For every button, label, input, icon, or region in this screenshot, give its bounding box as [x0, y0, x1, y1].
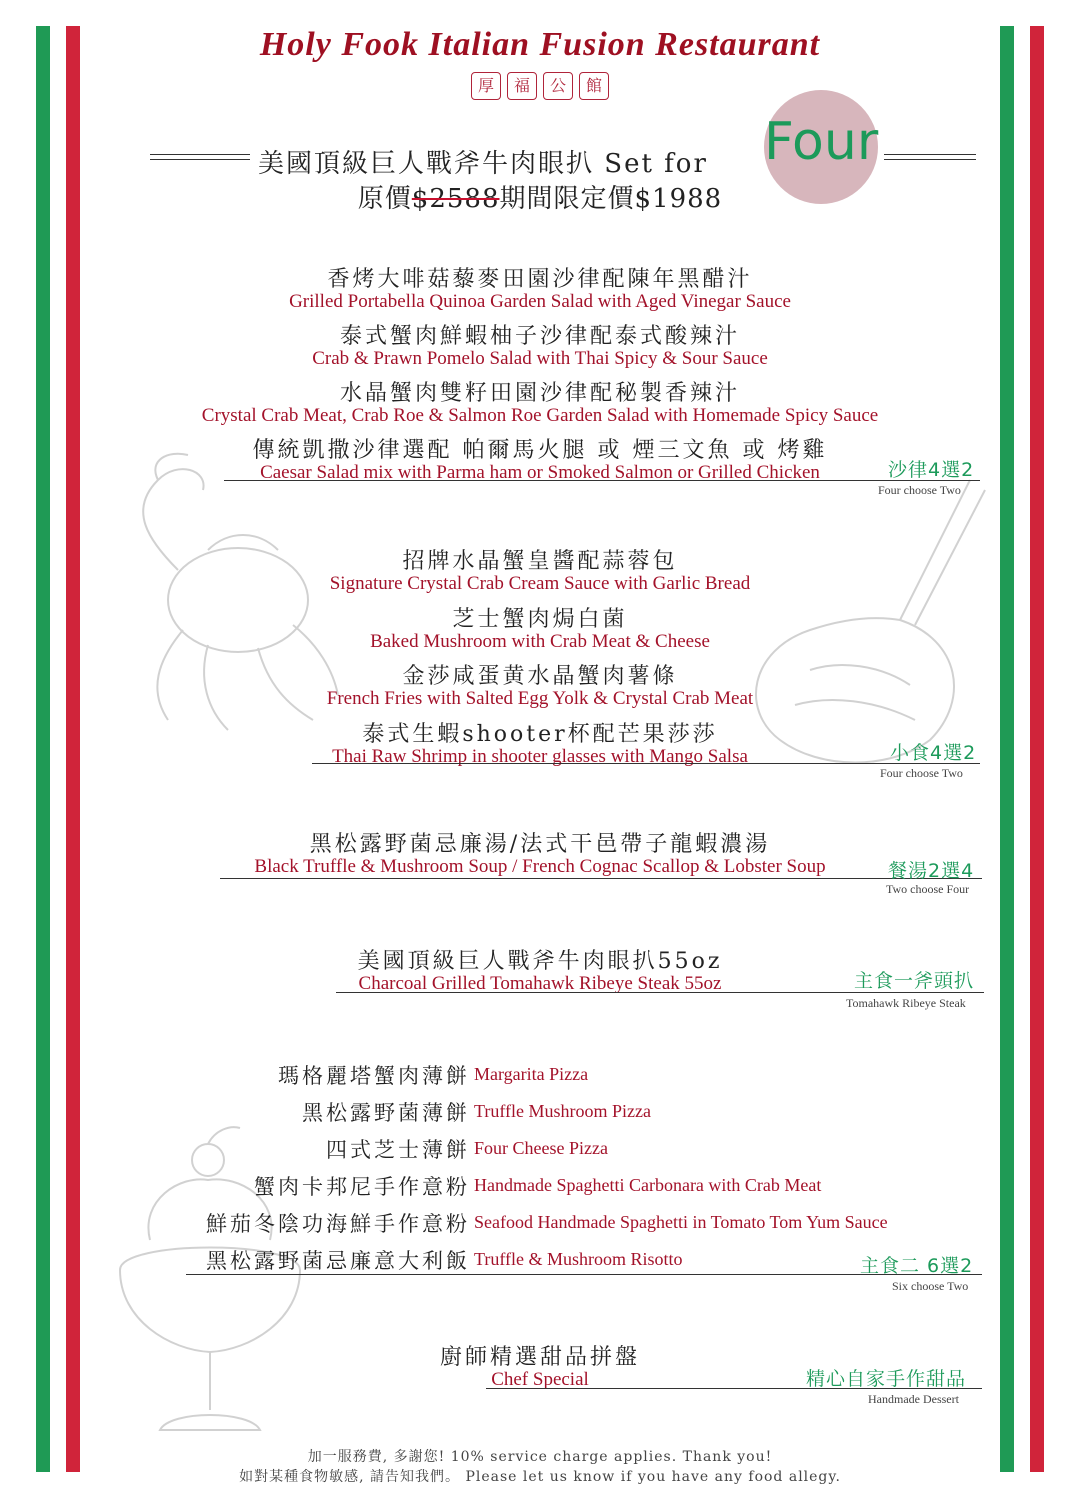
footer-allergy-note: 如對某種食物敏感, 請告知我們。 Please let us know if you have any food allegy.	[239, 1469, 841, 1485]
item-en: Baked Mushroom with Crab Meat & Cheese	[370, 631, 710, 652]
restaurant-seal-logo	[0, 72, 1080, 100]
menu-item	[0, 659, 1080, 710]
item-zh: 招牌水晶蟹皇醬配蒜蓉包	[402, 549, 678, 574]
item-zh: 傳統凱撒沙律選配 帕爾馬火腿 或 煙三文魚 或 烤雞	[252, 438, 828, 463]
set-title: 美國頂級巨人戰斧牛肉眼扒 Set for	[258, 149, 708, 179]
item-en: Grilled Portabella Quinoa Garden Salad with Aged Vinegar Sauce	[289, 291, 791, 312]
section-label-zh: 餐湯2選4	[888, 860, 975, 882]
section-label-zh: 主食一斧頭扒	[854, 970, 975, 992]
item-en: Margarita Pizza	[474, 1064, 589, 1084]
section-label-en: Handmade Dessert	[868, 1392, 959, 1406]
section-label-en: Two choose Four	[886, 882, 970, 896]
seal-char: 公	[543, 72, 573, 100]
section-label-zh: 精心自家手作甜品	[806, 1368, 967, 1390]
item-en: Truffle Mushroom Pizza	[474, 1101, 651, 1121]
menu-item	[206, 1208, 470, 1238]
set-for-four-word: Four	[764, 112, 879, 172]
item-zh: 金莎咸蛋黄水晶蟹肉薯條	[402, 664, 678, 689]
item-zh: 廚師精選甜品拼盤	[439, 1345, 640, 1370]
menu-item-en	[474, 1249, 683, 1270]
item-en: Caesar Salad mix with Parma ham or Smoked Salmon or Grilled Chicken	[260, 462, 820, 483]
restaurant-name: Holy Fook Italian Fusion Restaurant	[259, 26, 821, 63]
item-zh: 香烤大啡菇藜麥田園沙律配陳年黑醋汁	[327, 267, 753, 292]
menu-item	[206, 1245, 470, 1275]
menu-item	[0, 602, 1080, 653]
menu-item	[0, 376, 1080, 427]
menu-item-en	[474, 1212, 888, 1233]
item-zh: 泰式生蝦shooter杯配芒果莎莎	[362, 722, 718, 747]
item-en: Black Truffle & Mushroom Soup / French Cognac Scallop & Lobster Soup	[254, 856, 826, 877]
item-zh: 水晶蟹肉雙籽田園沙律配秘製香辣汁	[339, 381, 740, 406]
menu-item	[254, 1171, 470, 1201]
menu-item	[278, 1060, 470, 1090]
seal-char: 福	[507, 72, 537, 100]
item-zh: 瑪格麗塔蟹肉薄餅	[278, 1064, 470, 1088]
item-en: Four Cheese Pizza	[474, 1138, 608, 1158]
item-en: Signature Crystal Crab Cream Sauce with Garlic Bread	[329, 573, 751, 594]
section-label-en: Tomahawk Ribeye Steak	[846, 996, 966, 1010]
menu-item-en	[474, 1138, 608, 1159]
title-rule-right	[884, 154, 976, 160]
original-price: $2588	[411, 184, 500, 214]
title-rule-left	[150, 154, 250, 160]
item-zh: 美國頂級巨人戰斧牛肉眼扒55oz	[357, 949, 723, 974]
promo-price-label: 期間限定價	[499, 184, 635, 214]
menu-item	[0, 262, 1080, 313]
item-zh: 泰式蟹肉鮮蝦柚子沙律配泰式酸辣汁	[339, 324, 740, 349]
item-en: Truffle & Mushroom Risotto	[474, 1249, 683, 1269]
section-label-zh: 小食4選2	[890, 742, 977, 764]
section-label-zh: 沙律4選2	[888, 459, 975, 481]
seal-char: 厚	[471, 72, 501, 100]
sundae-glass-sketch-icon	[80, 1120, 340, 1450]
item-en: Handmade Spaghetti Carbonara with Crab Meat	[474, 1175, 822, 1195]
item-en: French Fries with Salted Egg Yolk & Crystal Crab Meat	[326, 688, 754, 709]
item-zh: 黑松露野菌忌廉湯/法式干邑帶子龍蝦濃湯	[309, 832, 771, 857]
item-zh: 黑松露野菌忌廉意大利飯	[206, 1249, 470, 1273]
item-zh: 芝士蟹肉焗白菌	[452, 607, 628, 632]
item-en: Chef Special	[491, 1369, 589, 1390]
original-price-label: 原價	[357, 184, 412, 214]
section-label-en: Four choose Two	[880, 766, 963, 780]
menu-item-en	[474, 1175, 821, 1196]
item-en: Charcoal Grilled Tomahawk Ribeye Steak 55oz	[358, 973, 722, 994]
menu-item	[0, 544, 1080, 595]
menu-item	[0, 319, 1080, 370]
item-zh: 蟹肉卡邦尼手作意粉	[254, 1175, 470, 1199]
section-label-zh: 主食二 6選2	[860, 1255, 974, 1277]
menu-item	[326, 1134, 470, 1164]
menu-item	[302, 1097, 470, 1127]
footer-service-charge: 加一服務費, 多謝您! 10% service charge applies. Thank you!	[307, 1449, 773, 1465]
section-label-en: Four choose Two	[878, 483, 961, 497]
promo-price: $1988	[634, 184, 723, 214]
item-en: Crystal Crab Meat, Crab Roe & Salmon Roe Garden Salad with Homemade Spicy Sauce	[201, 405, 879, 426]
section-rule	[224, 480, 980, 481]
item-zh: 鮮茄冬陰功海鮮手作意粉	[206, 1212, 470, 1236]
seal-char: 館	[579, 72, 609, 100]
item-en: Thai Raw Shrimp in shooter glasses with Mango Salsa	[332, 746, 748, 767]
item-en: Seafood Handmade Spaghetti in Tomato Tom Yum Sauce	[474, 1212, 888, 1232]
section-label-en: Six choose Two	[892, 1279, 969, 1293]
menu-item-en	[474, 1101, 651, 1122]
item-zh: 四式芝士薄餅	[326, 1138, 470, 1162]
section-rule	[312, 763, 980, 764]
item-zh: 黑松露野菌薄餅	[302, 1101, 470, 1125]
item-en: Crab & Prawn Pomelo Salad with Thai Spicy & Sour Sauce	[312, 348, 768, 369]
set-price-line	[0, 178, 1080, 215]
section-rule	[220, 878, 982, 879]
menu-item-en	[474, 1064, 588, 1085]
